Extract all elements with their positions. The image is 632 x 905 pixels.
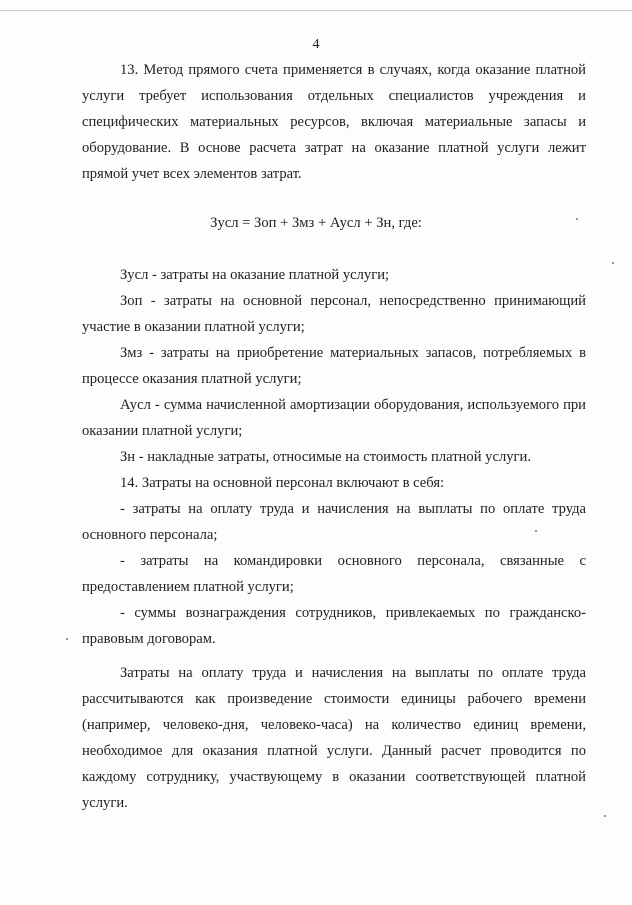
scan-edge-line: [0, 10, 632, 11]
section-14-intro: 14. Затраты на основной персонал включают в себя:: [120, 475, 445, 491]
definition-zop: Зоп - затраты на основной персонал, непосредственно принимающий участие в оказании платной услуги;: [82, 293, 586, 335]
scan-speck: [612, 262, 614, 264]
scan-speck: [535, 530, 537, 532]
section-13-paragraph: 13. Метод прямого счета применяется в случаях, когда оказание платной услуги требует использования отдельных специалистов учреждения и специфических материальных ресурсов, включая материальные запасы и оборудование. В основе расчета затрат на оказание платной услуги лежит прямой учет всех элементов затрат.: [82, 62, 586, 182]
definition-zmz: Змз - затраты на приобретение материальных запасов, потребляемых в процессе оказания платной услуги;: [82, 345, 586, 387]
cost-formula: Зусл = Зоп + Змз + Аусл + Зн, где:: [210, 215, 422, 231]
section-14-closing: Затраты на оплату труда и начисления на выплаты по оплате труда рассчитываются как произведение стоимости единицы рабочего времени (например, человеко-дня, человеко-часа) на количество единиц времени, необходимое для оказания платной услуги. Данный расчет проводится по каждому сотруднику, участвующему в оказании соответствующей платной услуги.: [82, 665, 586, 811]
scan-speck: [576, 218, 578, 220]
section-14-item-salary: - затраты на оплату труда и начисления на выплаты по оплате труда основного персонала;: [82, 501, 586, 543]
section-14-item-travel: - затраты на командировки основного персонала, связанные с предоставлением платной услуги;: [82, 553, 586, 595]
section-13-block: [82, 57, 586, 187]
section-14-item-contracts: - суммы вознаграждения сотрудников, привлекаемых по гражданско-правовым договорам.: [82, 605, 586, 647]
definitions-block: [82, 262, 586, 816]
scan-speck: [66, 638, 68, 640]
definition-ausl: Аусл - сумма начисленной амортизации оборудования, используемого при оказании платной услуги;: [82, 397, 586, 439]
page-number: 4: [312, 37, 320, 52]
definition-zusl: Зусл - затраты на оказание платной услуги;: [120, 267, 390, 283]
definition-zn: Зн - накладные затраты, относимые на стоимость платной услуги.: [120, 449, 531, 465]
scan-speck: [604, 815, 606, 817]
